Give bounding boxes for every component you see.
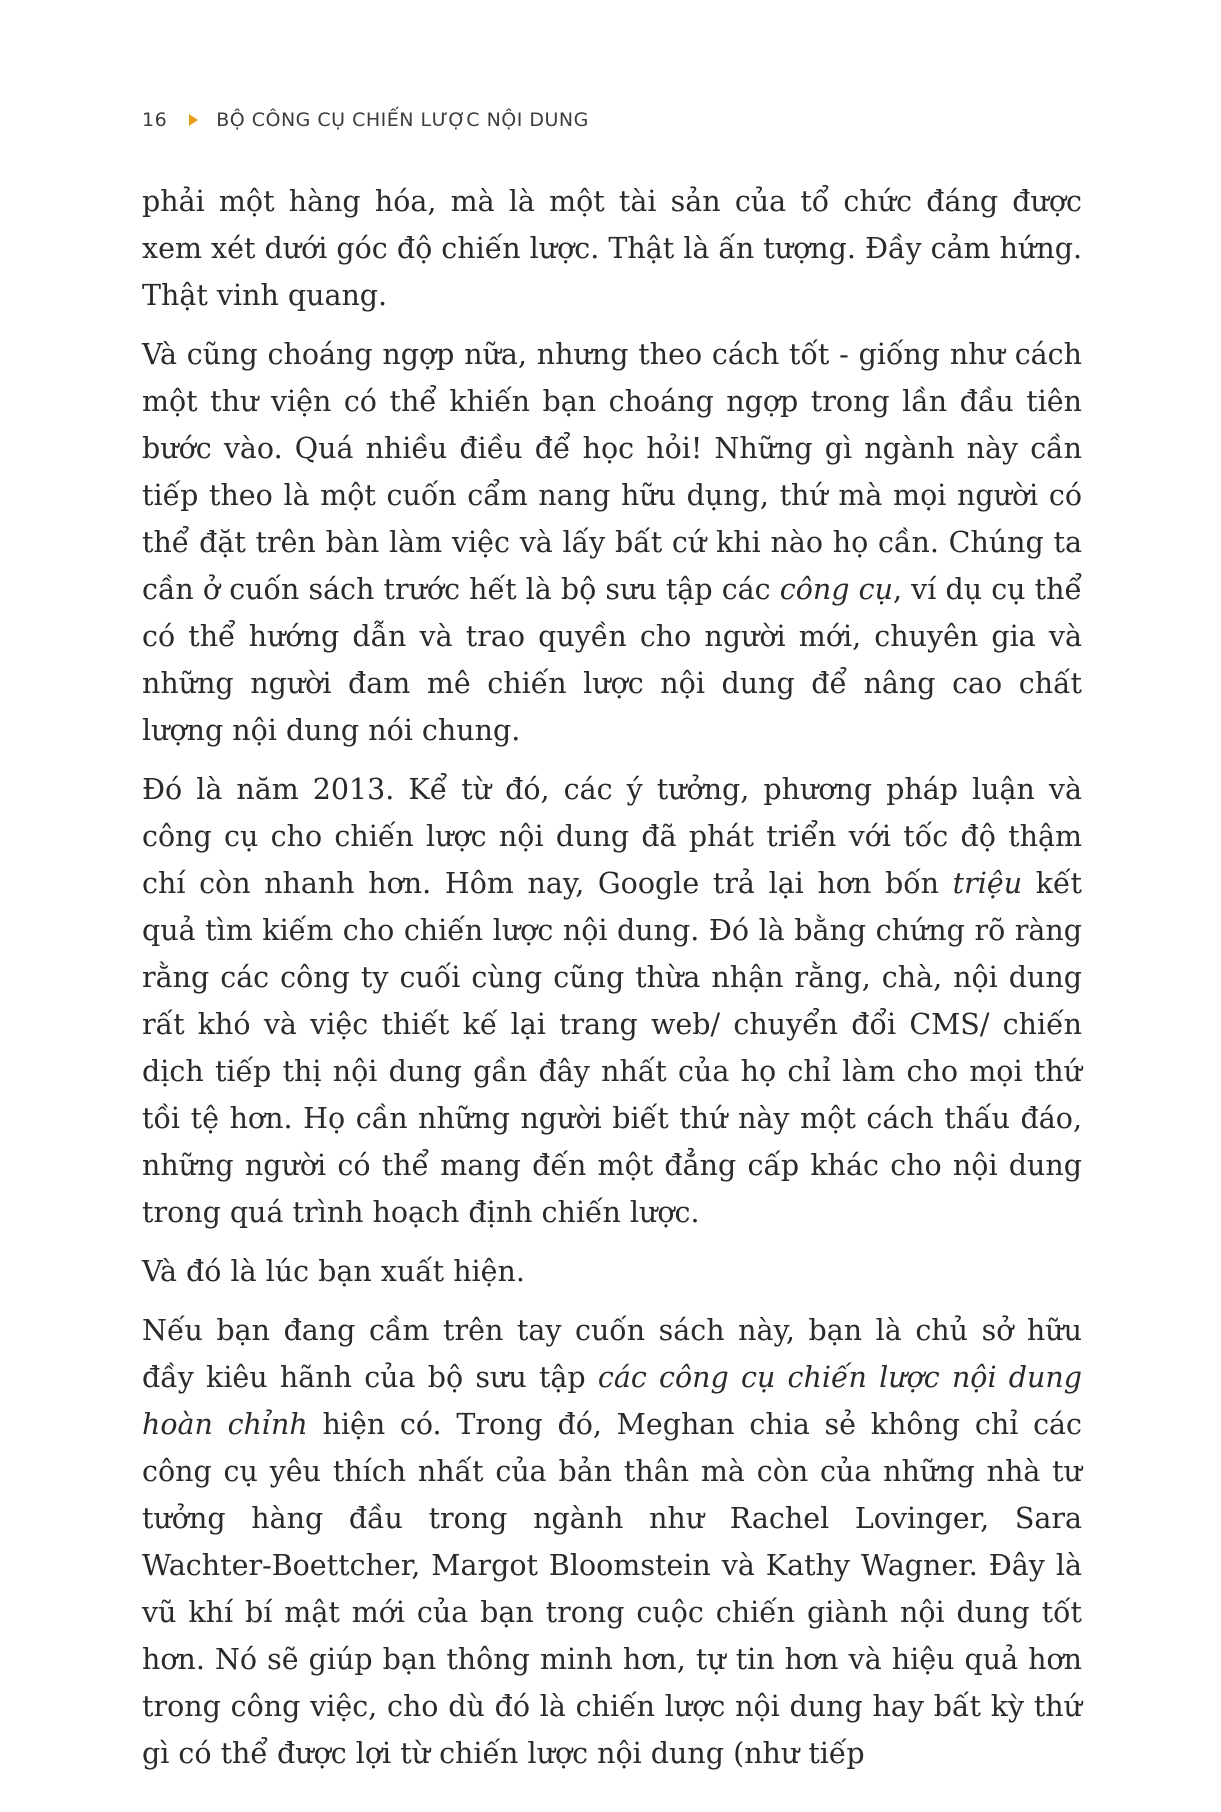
paragraph (142, 331, 1082, 754)
paragraph (142, 178, 1082, 319)
emphasis-text: công cụ (779, 573, 893, 606)
paragraph (142, 1248, 1082, 1295)
text-run: , ví dụ cụ thể có thể hướng dẫn và trao quyền cho người mới, chuyên gia và những người đam mê chiến lược nội dung để nâng cao chất lượng nội dung nói chung. (142, 573, 1082, 747)
running-title: BỘ CÔNG CỤ CHIẾN LƯỢC NỘI DUNG (216, 109, 589, 131)
text-run: Và cũng choáng ngợp nữa, nhưng theo cách tốt - giống như cách một thư viện có thể khiến bạn choáng ngợp trong lần đầu tiên bước vào. Quá nhiều điều để học hỏi! Những gì ngành này cần tiếp theo là một cuốn cẩm nang hữu dụng, thứ mà mọi người có thể đặt trên bàn làm việc và lấy bất cứ khi nào họ cần. Chúng ta cần ở cuốn sách trước hết là bộ sưu tập các (142, 338, 1082, 606)
paragraph (142, 1307, 1082, 1777)
text-run: hiện có. Trong đó, Meghan chia sẻ không chỉ các công cụ yêu thích nhất của bản thân mà còn của những nhà tư tưởng hàng đầu trong ngành như Rachel Lovinger, Sara Wachter-Boettcher, Margot Bloomstein và Kathy Wagner. Đây là vũ khí bí mật mới của bạn trong cuộc chiến giành nội dung tốt hơn. Nó sẽ giúp bạn thông minh hơn, tự tin hơn và hiệu quả hơn trong công việc, cho dù đó là chiến lược nội dung hay bất kỳ thứ gì có thể được lợi từ chiến lược nội dung (như tiếp (142, 1408, 1082, 1770)
text-run: Đó là năm 2013. Kể từ đó, các ý tưởng, phương pháp luận và công cụ cho chiến lược nội dung đã phát triển với tốc độ thậm chí còn nhanh hơn. Hôm nay, Google trả lại hơn bốn (142, 773, 1082, 900)
text-run: phải một hàng hóa, mà là một tài sản của tổ chức đáng được xem xét dưới góc độ chiến lược. Thật là ấn tượng. Đầy cảm hứng. Thật vinh quang. (142, 185, 1083, 312)
emphasis-text: các công cụ chiến lược nội dung hoàn chỉnh (142, 1361, 1083, 1441)
text-run: Nếu bạn đang cầm trên tay cuốn sách này, bạn là chủ sở hữu đầy kiêu hãnh của bộ sưu tập (142, 1314, 1082, 1394)
body-text (142, 178, 1082, 1789)
running-head (142, 106, 589, 134)
text-run: kết quả tìm kiếm cho chiến lược nội dung. Đó là bằng chứng rõ ràng rằng các công ty cuối cùng cũng thừa nhận rằng, chà, nội dung rất khó và việc thiết kế lại trang web/ chuyển đổi CMS/ chiến dịch tiếp thị nội dung gần đây nhất của họ chỉ làm cho mọi thứ tồi tệ hơn. Họ cần những người biết thứ này một cách thấu đáo, những người có thể mang đến một đẳng cấp khác cho nội dung trong quá trình hoạch định chiến lược. (142, 867, 1082, 1229)
triangle-marker-icon (189, 114, 198, 126)
paragraph (142, 766, 1082, 1236)
emphasis-text: triệu (952, 867, 1023, 900)
page-number: 16 (142, 109, 168, 131)
text-run: Và đó là lúc bạn xuất hiện. (142, 1255, 525, 1288)
